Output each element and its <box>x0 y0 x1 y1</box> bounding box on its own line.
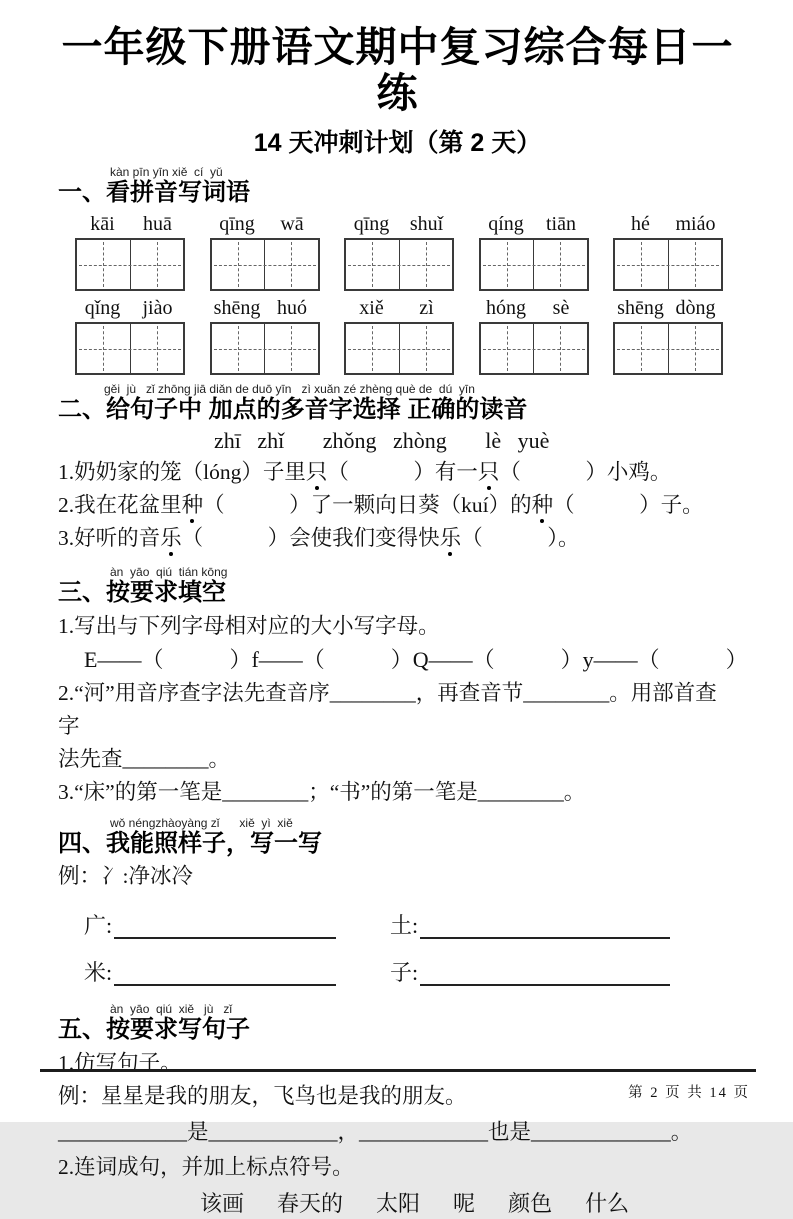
s3-item-2-line: 法先查________。 <box>58 747 231 771</box>
radical-cell <box>390 960 737 986</box>
section-1-pinyin: kàn pīn yīn xiě cí yǔ <box>110 165 223 179</box>
page-title: 一年级下册语文期中复习综合每日一练 <box>61 24 734 116</box>
section-4-heading: 四、我能照样子，写一写 <box>58 830 322 857</box>
writing-cell <box>615 324 669 373</box>
section-2-pinyin: gěi jù zǐ zhōng jiā diǎn de duō yīn zì xuǎn zé zhèng què de dú yīn <box>104 382 475 396</box>
pinyin-box-group <box>75 296 185 375</box>
word-pinyin: xiě zì <box>359 297 434 319</box>
s5-fill-line: ____________是____________，____________也是_____________。 <box>58 1120 693 1144</box>
letter-pair: f——（ ） <box>251 647 413 672</box>
writing-box <box>344 322 454 375</box>
writing-cell <box>131 240 184 289</box>
writing-cell <box>265 324 318 373</box>
pinyin-box-group <box>344 212 454 291</box>
pinyin-box-group <box>613 212 723 291</box>
radical-label: 子: <box>390 960 419 985</box>
writing-box <box>613 322 723 375</box>
writing-box <box>344 238 454 291</box>
word-bank-item: 呢 <box>453 1191 476 1216</box>
writing-box <box>613 238 723 291</box>
s3-letter-row <box>58 643 748 677</box>
writing-cell <box>615 240 669 289</box>
writing-cell <box>534 324 587 373</box>
radical-cell <box>84 913 390 939</box>
writing-cell <box>346 240 400 289</box>
word-pinyin: qīng wā <box>219 213 304 235</box>
pinyin-box-group <box>613 296 723 375</box>
letter-pair: y——（ ） <box>582 647 748 672</box>
pinyin-box-row-1 <box>58 212 737 291</box>
writing-box <box>210 322 320 375</box>
pinyin-options: zhī zhǐ zhǒng zhòng lè yuè <box>214 428 550 453</box>
s3-item-2-line: 2.“河”用音序查字法先查音序________，再查音节________。用部首查字 <box>58 681 717 738</box>
word-pinyin: hé miáo <box>631 213 716 235</box>
section-5-pinyin: àn yāo qiú xiě jù zǐ <box>110 1002 233 1016</box>
word-bank-item: 春天的 <box>277 1191 344 1216</box>
pinyin-box-row-2 <box>58 296 737 375</box>
word-pinyin: hóng sè <box>486 297 570 319</box>
section-3 <box>58 565 748 809</box>
writing-box <box>210 238 320 291</box>
writing-cell <box>131 324 184 373</box>
pinyin-box-group <box>210 296 320 375</box>
writing-cell <box>534 240 587 289</box>
word-pinyin: kāi huā <box>90 213 172 235</box>
writing-box <box>479 322 589 375</box>
word-pinyin: qǐng jiào <box>84 297 173 319</box>
writing-box <box>479 238 589 291</box>
answer-blank <box>114 932 336 939</box>
word-pinyin: shēng dòng <box>617 297 716 319</box>
dotted-character: 只 <box>478 456 500 489</box>
s3-item-1: 1.写出与下列字母相对应的大小写字母。 <box>58 614 440 638</box>
pinyin-box-group <box>479 212 589 291</box>
writing-box <box>75 238 185 291</box>
section-4-pinyin: wǒ néngzhàoyàng zǐ xiě yì xiě <box>110 816 293 830</box>
radical-label: 土: <box>390 913 419 938</box>
radical-row <box>58 913 737 939</box>
writing-cell <box>400 240 453 289</box>
section-2-heading: 二、给句子中 加点的多音字选择 正确的读音 <box>58 396 528 423</box>
section-1-heading: 一、看拼音写词语 <box>58 179 250 206</box>
radical-label: 广: <box>84 913 113 938</box>
s5-item-1: 1.仿写句子。 <box>58 1051 182 1075</box>
section-2 <box>58 383 737 555</box>
s2-sentences <box>58 456 737 555</box>
letter-pair: Q——（ ） <box>412 647 583 672</box>
letter-pair: E——（ ） <box>84 647 252 672</box>
dotted-character: 乐 <box>440 522 462 555</box>
writing-cell <box>77 324 131 373</box>
section-4 <box>58 817 737 986</box>
s5-item-2: 2.连词成句，并加上标点符号。 <box>58 1155 354 1179</box>
writing-cell <box>481 324 535 373</box>
writing-cell <box>669 240 722 289</box>
radical-cell <box>84 960 390 986</box>
word-bank-item: 什么 <box>585 1191 630 1216</box>
word-bank-item: 该画 <box>200 1191 245 1216</box>
word-bank-item: 颜色 <box>508 1191 553 1216</box>
sentence: 3.好听的音乐（ ）会使我们变得快乐（ ）。 <box>58 522 737 555</box>
page-subtitle: 14 天冲刺计划（第 2 天） <box>253 129 542 157</box>
writing-cell <box>669 324 722 373</box>
s4-pairs <box>58 913 737 986</box>
pinyin-box-group <box>344 296 454 375</box>
section-3-heading: 三、按要求填空 <box>58 579 226 606</box>
writing-box <box>75 322 185 375</box>
answer-blank <box>114 979 336 986</box>
word-pinyin: qīng shuǐ <box>353 213 444 235</box>
s3-item2 <box>58 677 737 776</box>
dotted-character: 种 <box>182 489 204 522</box>
radical-row <box>58 960 737 986</box>
writing-cell <box>481 240 535 289</box>
writing-cell <box>77 240 131 289</box>
word-pinyin: shēng huó <box>213 297 307 319</box>
answer-blank <box>420 932 670 939</box>
writing-cell <box>212 324 266 373</box>
dotted-character: 乐 <box>160 522 182 555</box>
s5-example: 例：星星是我的朋友，飞鸟也是我的朋友。 <box>58 1084 467 1108</box>
section-1 <box>58 166 737 375</box>
sentence: 1.奶奶家的笼（lóng）子里只（ ）有一只（ ）小鸡。 <box>58 456 737 489</box>
dotted-character: 种 <box>532 489 554 522</box>
radical-label: 米: <box>84 960 113 985</box>
sentence: 2.我在花盆里种（ ）了一颗向日葵（kuí）的种（ ）子。 <box>58 489 737 522</box>
radical-cell <box>390 913 737 939</box>
dotted-character: 只 <box>306 456 328 489</box>
section-5-heading: 五、按要求写句子 <box>58 1016 250 1043</box>
pinyin-box-group <box>75 212 185 291</box>
s4-example: 例：冫:净冰冷 <box>58 864 193 888</box>
writing-cell <box>400 324 453 373</box>
writing-cell <box>346 324 400 373</box>
s3-item-3: 3.“床”的第一笔是________；“书”的第一笔是________。 <box>58 780 586 804</box>
pinyin-box-group <box>210 212 320 291</box>
answer-blank <box>420 979 670 986</box>
writing-cell <box>265 240 318 289</box>
writing-cell <box>212 240 266 289</box>
pinyin-box-group <box>479 296 589 375</box>
word-bank-item: 太阳 <box>376 1191 421 1216</box>
s5-word-bank <box>200 1189 737 1219</box>
section-3-pinyin: àn yāo qiú tián kōng <box>110 565 228 579</box>
word-pinyin: qíng tiān <box>488 213 576 235</box>
page-number: 第 2 页 共 14 页 <box>628 1085 750 1101</box>
section-5 <box>58 1003 737 1219</box>
footer-divider <box>40 1069 756 1072</box>
